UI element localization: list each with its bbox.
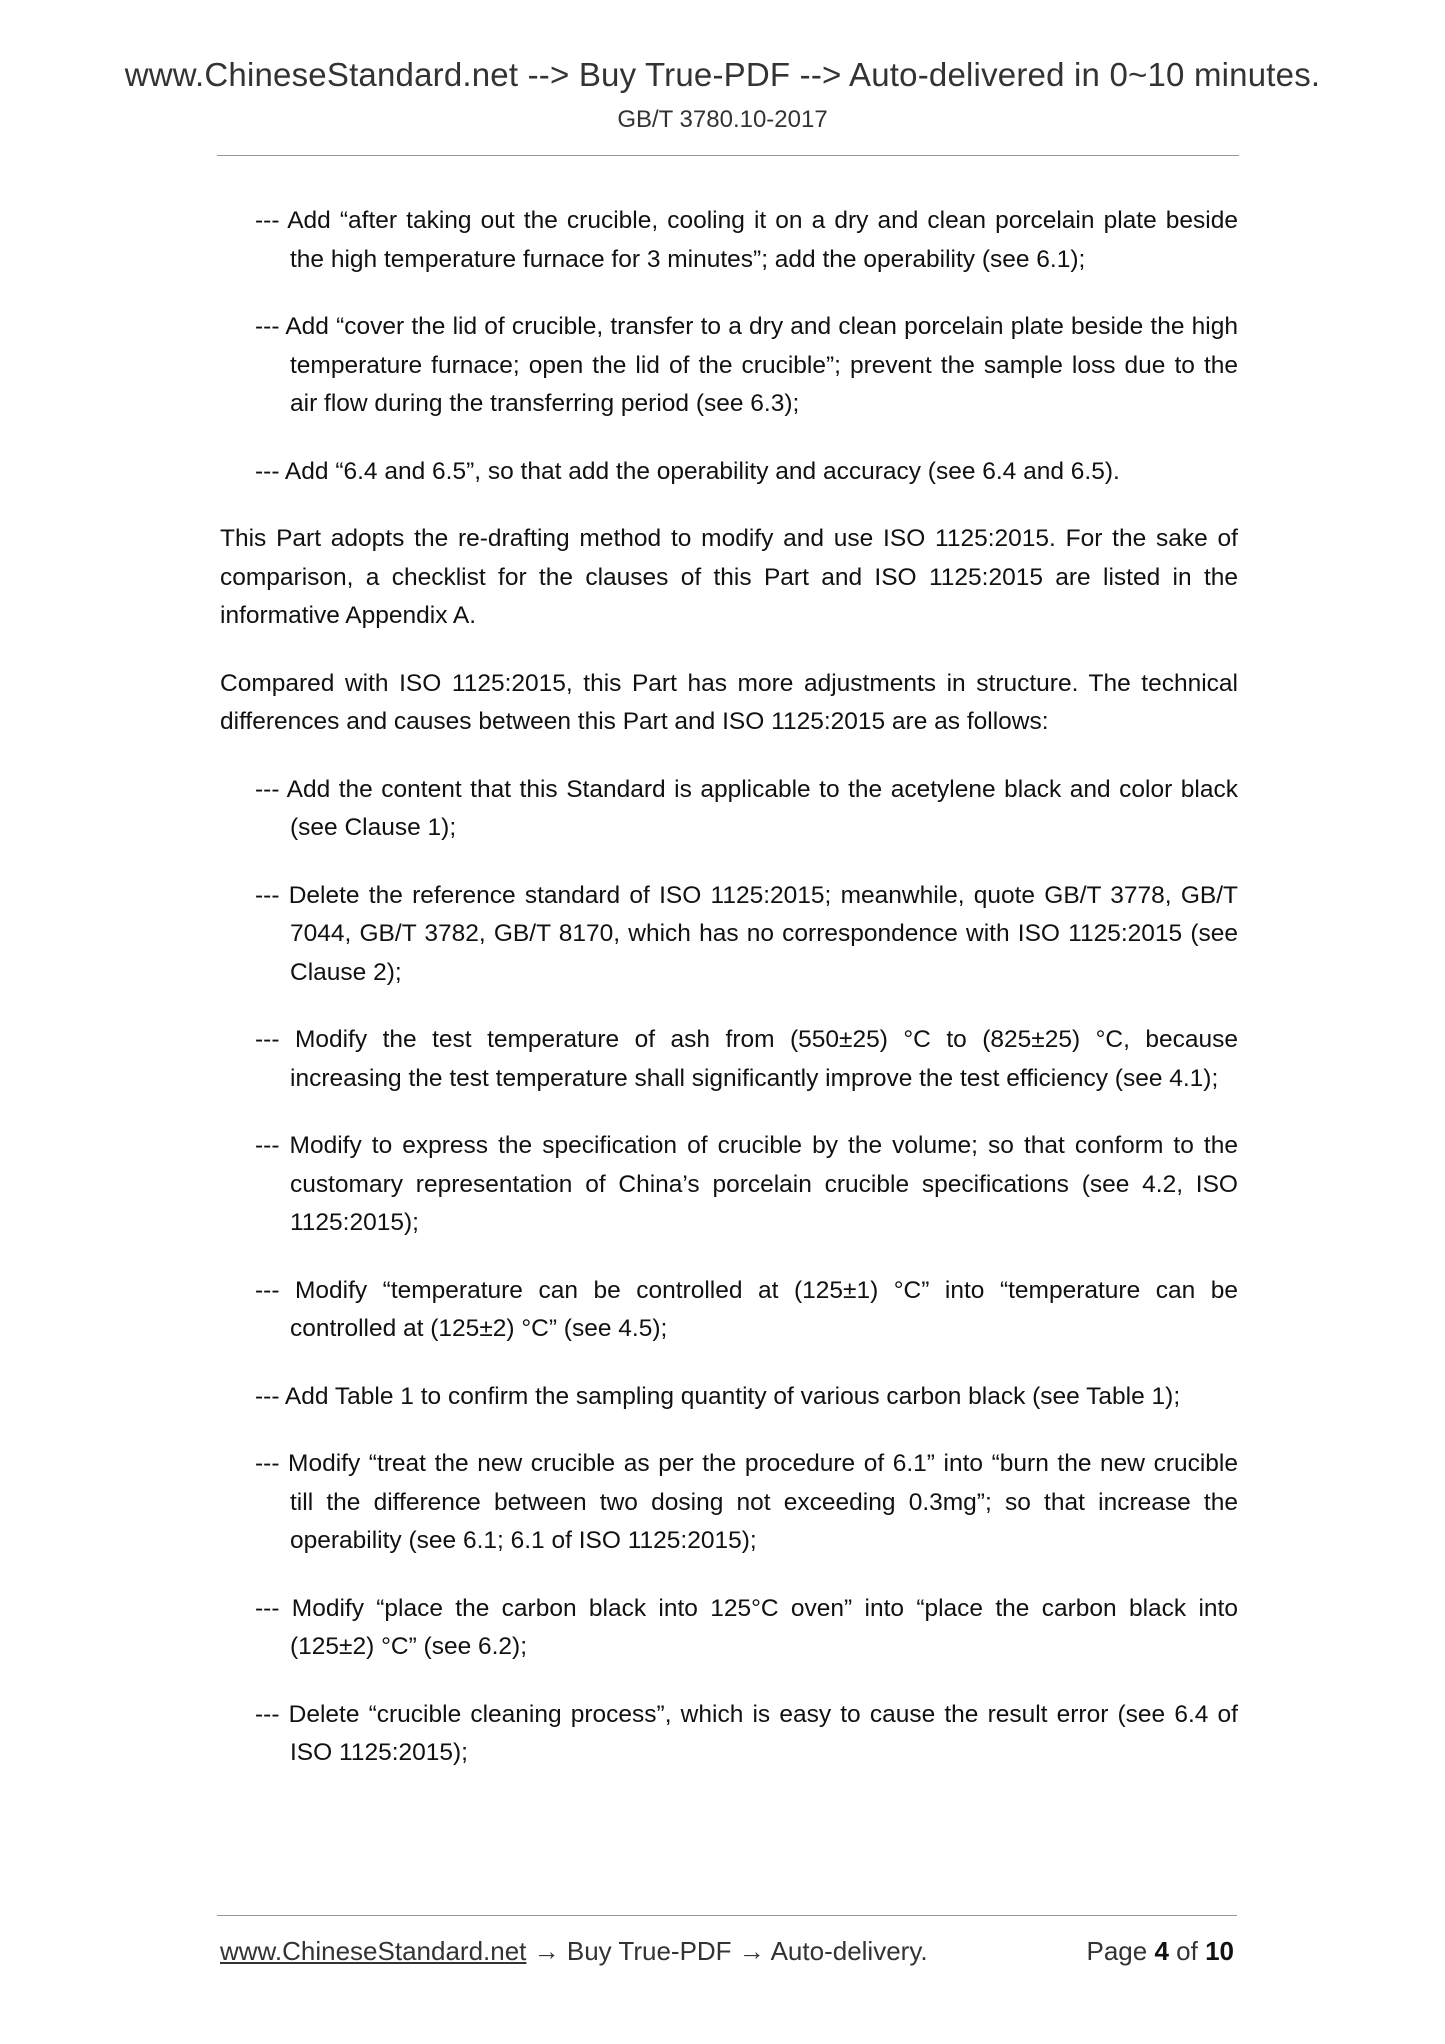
list-item: --- Add “cover the lid of crucible, transfer to a dry and clean porcelain plate beside the high temperature furnace; open the lid of the crucible”; prevent the sample loss due to the air flow during the transferring period (see 6.3);	[255, 313, 1238, 417]
list-item: --- Add Table 1 to confirm the sampling quantity of various carbon black (see Table 1);	[255, 1382, 1181, 1410]
footer-delivery-text: Auto-delivery.	[770, 1936, 928, 1966]
total-pages: 10	[1205, 1936, 1234, 1966]
page-label: Page	[1086, 1936, 1148, 1966]
list-item: --- Modify “temperature can be controlled at (125±1) °C” into “temperature can be controlled at (125±2) °C” (see 4.5);	[255, 1276, 1238, 1342]
footer-links	[220, 1936, 928, 1967]
of-label: of	[1176, 1936, 1198, 1966]
paragraph-adoption: This Part adopts the re-drafting method to modify and use ISO 1125:2015. For the sake of comparison, a checklist for the clauses of this Part and ISO 1125:2015 are listed in the informative Appendix A.	[220, 525, 1238, 629]
site-link[interactable]: www.ChineseStandard.net	[220, 1936, 527, 1966]
list-item: --- Add “after taking out the crucible, cooling it on a dry and clean porcelain plate beside the high temperature furnace for 3 minutes”; add the operability (see 6.1);	[255, 207, 1238, 273]
footer-divider	[217, 1915, 1237, 1916]
list-item: --- Add “6.4 and 6.5”, so that add the operability and accuracy (see 6.4 and 6.5).	[255, 457, 1120, 485]
list-item: --- Modify to express the specification of crucible by the volume; so that conform to the customary representation of China’s porcelain crucible specifications (see 4.2, ISO 1125:2015);	[255, 1132, 1238, 1236]
header-site-line: www.ChineseStandard.net --> Buy True-PDF --> Auto-delivered in 0~10 minutes.	[124, 56, 1321, 93]
header-divider	[217, 155, 1239, 156]
page-number: 4	[1154, 1936, 1169, 1966]
list-item: --- Add the content that this Standard is applicable to the acetylene black and color black (see Clause 1);	[255, 775, 1238, 841]
list-item: --- Modify the test temperature of ash from (550±25) °C to (825±25) °C, because increasing the test temperature shall significantly improve the test efficiency (see 4.1);	[255, 1026, 1238, 1092]
arrow-right-icon: →	[526, 1936, 567, 1966]
list-item: --- Modify “treat the new crucible as per the procedure of 6.1” into “burn the new crucible till the difference between two dosing not exceeding 0.3mg”; so that increase the operability (see 6.1; 6.1 of ISO 1125:2015);	[255, 1450, 1238, 1554]
footer-buy-text: Buy True-PDF	[566, 1936, 732, 1966]
header-standard-number: GB/T 3780.10-2017	[617, 106, 828, 133]
document-body	[220, 202, 1238, 1802]
list-item: --- Delete “crucible cleaning process”, which is easy to cause the result error (see 6.4 of ISO 1125:2015);	[255, 1700, 1238, 1766]
page-footer	[220, 1936, 1238, 1970]
paragraph-comparison: Compared with ISO 1125:2015, this Part has more adjustments in structure. The technical differences and causes between this Part and ISO 1125:2015 are as follows:	[220, 669, 1238, 735]
arrow-right-icon: →	[731, 1936, 771, 1966]
page-indicator	[1086, 1936, 1234, 1967]
list-item: --- Delete the reference standard of ISO 1125:2015; meanwhile, quote GB/T 3778, GB/T 7044, GB/T 3782, GB/T 8170, which has no correspondence with ISO 1125:2015 (see Clause 2);	[255, 881, 1238, 986]
list-item: --- Modify “place the carbon black into 125°C oven” into “place the carbon black into (125±2) °C” (see 6.2);	[255, 1594, 1238, 1660]
